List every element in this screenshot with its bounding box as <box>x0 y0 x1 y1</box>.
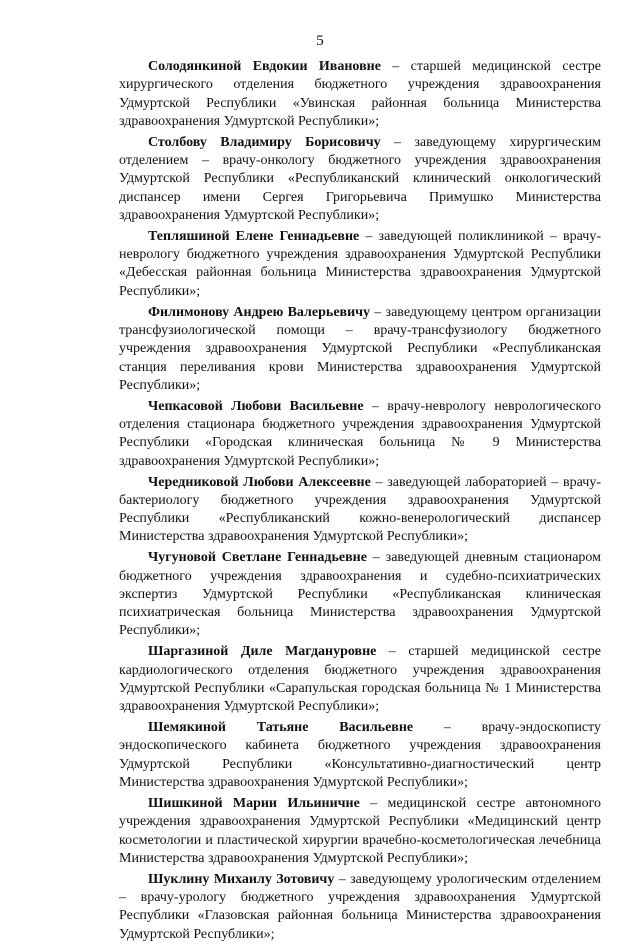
list-item <box>119 474 601 547</box>
recipient-name: Чередниковой Любови Алексеевне <box>148 474 371 490</box>
list-item <box>119 871 601 944</box>
list-item <box>119 228 601 301</box>
list-item <box>119 58 601 131</box>
list-item <box>119 719 601 792</box>
recipient-position: – медицинской сестре автономного учреждения здравоохранения Удмуртской Республики «Медицинский центр косметологии и пластической хирургии врачебно-косметологическая лечебница Министерства здравоохранения Удмуртской Республики»; <box>119 795 601 866</box>
recipient-position: – заведующему центром организации трансфузиологической помощи – врачу-трансфузиологу бюджетного учреждения здравоохранения Удмуртской Республики «Республиканская станция переливания крови Министерства здравоохранения Удмуртской Республики»; <box>119 304 601 393</box>
recipient-name: Солодянкиной Евдокии Ивановне <box>148 59 381 74</box>
list-item <box>119 134 601 225</box>
page-number: 5 <box>316 33 324 49</box>
recipient-name: Чепкасовой Любови Васильевне <box>148 398 364 414</box>
award-list <box>119 58 601 946</box>
recipient-name: Чугуновой Светлане Геннадьевне <box>148 550 367 566</box>
recipient-position: – заведующей поликлиникой – врачу-неврологу бюджетного учреждения здравоохранения Удмуртской Республики «Дебесская районная больница Министерства здравоохранения Удмуртской Республики»; <box>119 228 601 299</box>
recipient-name: Филимонову Андрею Валерьевичу <box>148 304 371 320</box>
list-item <box>119 549 601 640</box>
recipient-position: – старшей медицинской сестре хирургического отделения бюджетного учреждения здравоохранения Удмуртской Республики «Увинская районная больница Министерства здравоохранения Удмуртской Республики»; <box>119 59 601 129</box>
recipient-name: Шаргазиной Диле Магдануровне <box>148 644 377 660</box>
recipient-name: Столбову Владимиру Борисовичу <box>148 134 381 150</box>
recipient-position: – старшей медицинской сестре кардиологического отделения бюджетного учреждения здравоохранения Удмуртской Республики «Сарапульская городская больница № 1 Министерства здравоохранения Удмуртской Республики»; <box>119 644 601 715</box>
recipient-position: – заведующему урологическим отделением – врачу-урологу бюджетного учреждения здравоохранения Удмуртской Республики «Глазовская районная больница Министерства здравоохранения Удмуртской Республики»; <box>119 871 601 942</box>
recipient-position: – врачу-эндоскописту эндоскопического кабинета бюджетного учреждения здравоохранения Удмуртской Республики «Консультативно-диагностический центр Министерства здравоохранения Удмуртской Республики»; <box>119 720 601 791</box>
recipient-name: Шишкиной Марии Ильиничне <box>148 795 360 811</box>
recipient-name: Тепляшиной Елене Геннадьевне <box>148 228 360 244</box>
list-item <box>119 304 601 395</box>
list-item <box>119 795 601 868</box>
list-item <box>119 643 601 716</box>
recipient-position: – заведующей дневным стационаром бюджетного учреждения здравоохранения и судебно-психиатрических экспертиз Удмуртской Республики «Республиканская клиническая психиатрическая больница Министерства здравоохранения Удмуртской Республики»; <box>119 550 601 639</box>
list-item <box>119 398 601 471</box>
recipient-name: Шуклину Михаилу Зотовичу <box>148 871 335 887</box>
recipient-position: – заведующей лабораторией – врачу-бактериологу бюджетного учреждения здравоохранения Удмуртской Республики «Республиканский кожно-венерологический диспансер Министерства здравоохранения Удмуртской Республики»; <box>119 474 601 545</box>
recipient-name: Шемякиной Татьяне Васильевне <box>148 720 414 736</box>
recipient-position: – врачу-неврологу неврологического отделения стационара бюджетного учреждения здравоохранения Удмуртской Республики «Городская клиническая больница № 9 Министерства здравоохранения Удмуртской Республики»; <box>119 398 602 469</box>
recipient-position: – заведующему хирургическим отделением – врачу-онкологу бюджетного учреждения здравоохранения Удмуртской Республики «Республиканский клинический онкологический диспансер имени Сергея Григорьевича Примушко Министерства здравоохранения Удмуртской Республики»; <box>119 134 601 223</box>
